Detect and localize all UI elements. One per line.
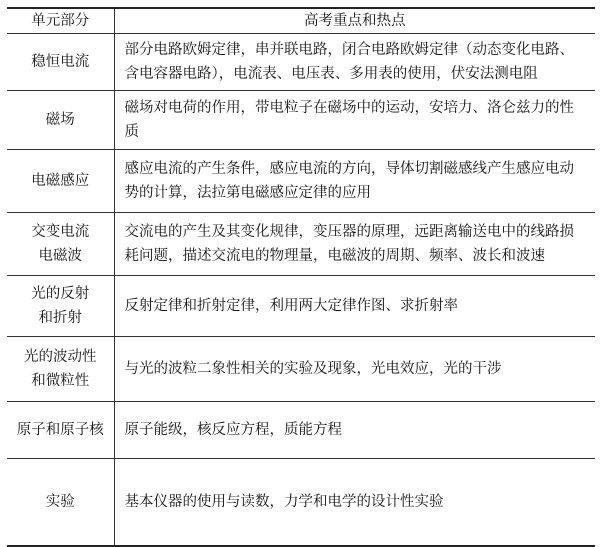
table-row — [7, 402, 595, 459]
unit-cell — [7, 459, 114, 547]
header-unit: 单元部分 — [7, 8, 114, 34]
table-row — [7, 459, 595, 547]
syllabus-table — [7, 7, 595, 547]
table-row — [7, 337, 595, 402]
unit-name: 电磁感应 — [31, 173, 90, 189]
unit-name-line-2: 和折射 — [38, 310, 82, 326]
points-cell: 交流电的产生及其变化规律，变压器的原理，远距离输送电中的线路损耗问题，描述交流电的物理量，电磁波的周期、频率、波长和波速 — [114, 213, 595, 276]
unit-name: 实验 — [45, 494, 75, 510]
unit-cell — [7, 402, 114, 459]
unit-cell — [7, 213, 114, 276]
unit-cell — [7, 337, 114, 402]
points-cell: 感应电流的产生条件，感应电流的方向，导体切割磁感线产生感应电动势的计算，法拉第电磁感应定律的应用 — [114, 150, 595, 213]
unit-cell — [7, 150, 114, 213]
points-cell: 与光的波粒二象性相关的实验及现象，光电效应，光的干涉 — [114, 337, 595, 402]
unit-name: 磁场 — [45, 112, 75, 128]
unit-name: 原子和原子核 — [16, 422, 104, 438]
points-cell: 原子能级，核反应方程，质能方程 — [114, 402, 595, 459]
unit-name-line-1: 光的反射 — [31, 286, 90, 302]
table-row — [7, 213, 595, 276]
points-cell: 基本仪器的使用与读数，力学和电学的设计性实验 — [114, 459, 595, 547]
table-row — [7, 34, 595, 91]
unit-name-line-1: 光的波动性 — [24, 349, 97, 365]
unit-cell — [7, 276, 114, 337]
unit-name: 稳恒电流 — [31, 54, 90, 70]
unit-cell — [7, 34, 114, 91]
unit-name-line-2: 和微粒性 — [31, 373, 90, 389]
points-cell: 部分电路欧姆定律，串并联电路，闭合电路欧姆定律（动态变化电路、含电容器电路），电流表、电压表、多用表的使用，伏安法测电阻 — [114, 34, 595, 91]
header-points: 高考重点和热点 — [114, 8, 595, 34]
table-row — [7, 276, 595, 337]
table-row — [7, 150, 595, 213]
unit-name-line-2: 电磁波 — [38, 248, 82, 264]
points-cell: 反射定律和折射定律，利用两大定律作图、求折射率 — [114, 276, 595, 337]
unit-cell — [7, 91, 114, 150]
table-row — [7, 91, 595, 150]
points-cell: 磁场对电荷的作用，带电粒子在磁场中的运动，安培力、洛仑兹力的性质 — [114, 91, 595, 150]
table-header-row — [7, 8, 595, 34]
unit-name-line-1: 交变电流 — [31, 224, 90, 240]
